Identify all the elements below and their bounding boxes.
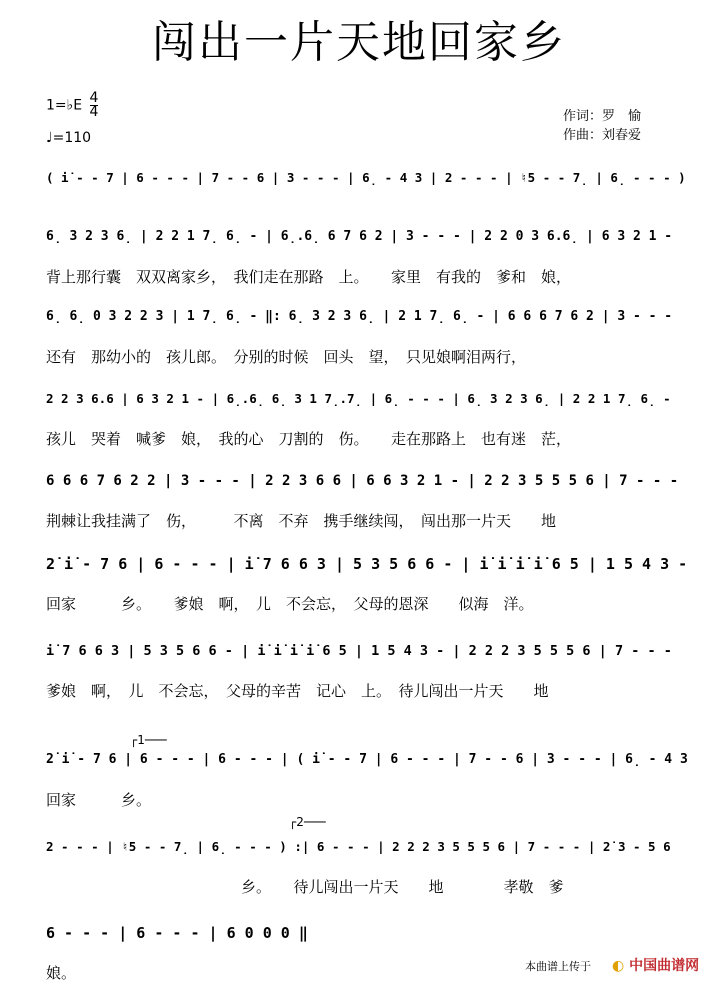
lyrics-line: 还有 那幼小的 孩儿郎。 分别的时候 回头 望， 只见娘啊泪两行， xyxy=(46,348,527,366)
credits xyxy=(563,107,641,145)
key-label: 1=♭E xyxy=(46,97,83,114)
score-system xyxy=(0,745,718,831)
lyrics-line: 荆棘让我挂满了 伤， 不离 不弃 携手继续闯， 闯出那一片天 地 xyxy=(46,512,557,530)
volta-first-label: 1 xyxy=(137,733,145,747)
lyrics-line: 爹娘 啊， 儿 不会忘， 父母的辛苦 记心 上。 待儿闯出一片天 地 xyxy=(46,682,549,700)
composer: 作曲：刘春爱 xyxy=(563,128,642,143)
lyrics-line: 回家 乡。 爹娘 啊， 儿 不会忘， 父母的恩深 似海 洋。 xyxy=(46,595,534,613)
score-system xyxy=(0,918,718,1004)
score-system xyxy=(0,549,718,635)
volta-second: ┌2─── xyxy=(289,815,326,829)
lyrics-line: 娘。 xyxy=(46,964,77,982)
volta-second-label: 2 xyxy=(296,815,304,829)
score-system xyxy=(0,466,718,552)
notation-line: i̇ 7 6 6 3 | 5 3 5 6 6 - | i̇ i̇ i̇ i̇ 6 5 | 1 5 4 3 - | 2 2 2 3 5 5 5 6 | 7 - - - xyxy=(46,643,672,659)
notation-line: 6̣ 3 2 3 6̣ | 2 2 1 7̣ 6̣ - | 6̣.6̣ 6 7 6 2 | 3 - - - | 2 2 0 3 6.6̣ | 6 3 2 1 - xyxy=(46,229,673,244)
notation-line: 6̣ 6̣ 0 3 2 2 3 | 1 7̣ 6̣ - ‖: 6̣ 3 2 3 6̣ | 2 1 7̣ 6̣ - | 6 6 6 7 6 2 | 3 - - - xyxy=(46,309,673,324)
site-name: 中国曲谱网 xyxy=(629,958,700,974)
score-system xyxy=(0,222,718,308)
lyrics-line: 回家 乡。 xyxy=(46,791,152,809)
lyricist: 作词：罗 愉 xyxy=(563,109,642,124)
notation-line: 6 6 6 7 6 2 2 | 3 - - - | 2 2 3 6 6 | 6 6 3 2 1 - | 2 2 3 5 5 5 6 | 7 - - - xyxy=(46,473,679,489)
score-system xyxy=(0,636,718,722)
time-bottom: 4 xyxy=(89,104,99,120)
lyrics-line: 孩儿 哭着 喊爹 娘， 我的心 刀割的 伤。 走在那路上 也有迷 茫， xyxy=(46,430,572,448)
upload-note: 本曲谱上传于 xyxy=(525,960,591,973)
key-signature xyxy=(46,92,98,119)
notation-line: 2 2 3 6.6 | 6 3 2 1 - | 6̣.6̣ 6̣ 3 1 7̣.7̣ | 6̣ - - - | 6̣ 3 2 3 6̣ | 2 2 1 7̣ 6̣ - xyxy=(46,391,671,406)
time-top: 4 xyxy=(89,90,99,106)
notation-line: 6 - - - | 6 - - - | 6 0 0 0 ‖ xyxy=(46,924,308,942)
notation-line: ( i̇ - - 7 | 6 - - - | 7 - - 6 | 3 - - - | 6̣ - 4 3 | 2 - - - | ♮5 - - 7̣ | 6̣ - - - ) xyxy=(46,170,686,185)
notation-line: 2̇ i̇ - 7 6 | 6 - - - | 6 - - - | ( i̇ - - 7 | 6 - - - | 7 - - 6 | 3 - - - | 6̣ - 4 3 xyxy=(46,752,688,767)
score-system xyxy=(0,302,718,388)
logo-icon: ◐ xyxy=(612,958,625,974)
tempo-marking: ♩=110 xyxy=(46,130,92,146)
score-system xyxy=(0,384,718,470)
site-logo[interactable] xyxy=(612,955,699,975)
notation-line: 2 - - - | ♮5 - - 7̣ | 6̣ - - - ) :| 6 - - - | 2 2 2 3 5 5 5 6 | 7 - - - | 2̇ 3 - 5 6 xyxy=(46,839,671,854)
lyrics-line: 乡。 待儿闯出一片天 地 孝敬 爹 xyxy=(46,878,564,896)
time-signature xyxy=(90,92,99,119)
lyrics-line: 背上那行囊 双双离家乡， 我们走在那路 上。 家里 有我的 爹和 娘， xyxy=(46,268,572,286)
notation-line: 2̇ i̇ - 7 6 | 6 - - - | i̇ 7 6 6 3 | 5 3 5 6 6 - | i̇ i̇ i̇ i̇ 6 5 | 1 5 4 3 - xyxy=(46,555,688,573)
page-title: 闯出一片天地回家乡 xyxy=(152,17,566,68)
volta-first: ┌1─── xyxy=(130,733,167,747)
score-system xyxy=(0,832,718,918)
